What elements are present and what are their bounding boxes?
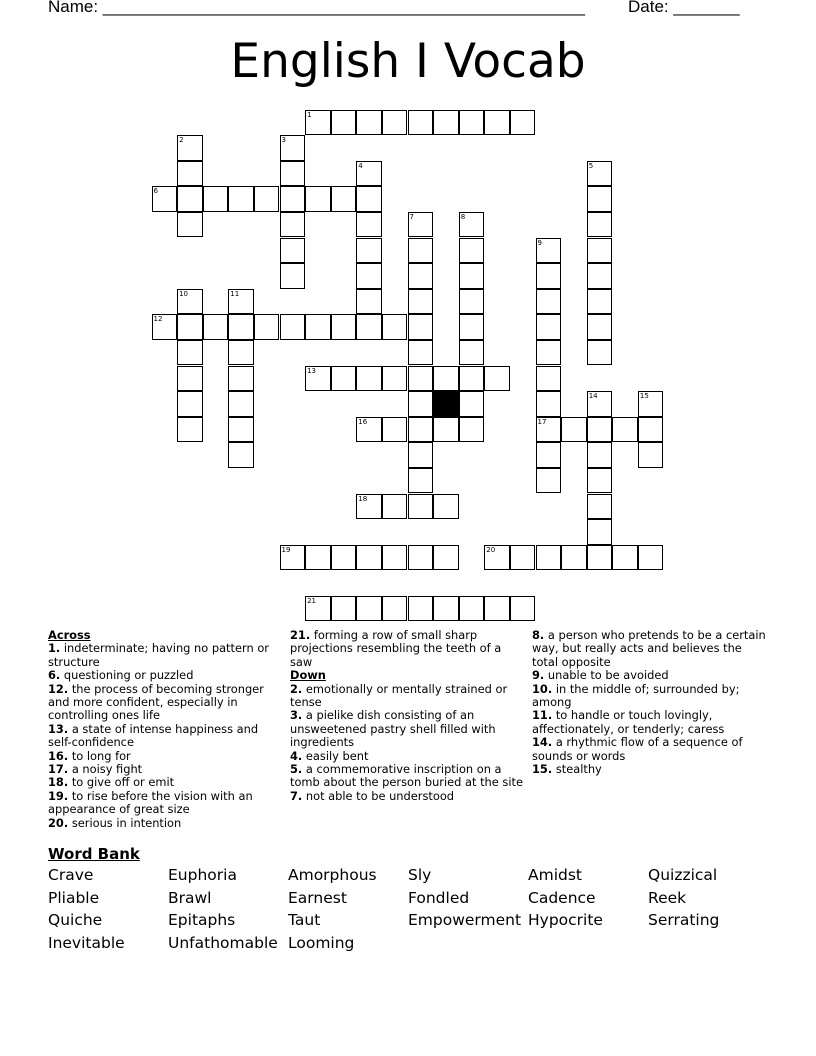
crossword-cell[interactable] xyxy=(331,186,357,212)
crossword-cell[interactable] xyxy=(280,186,306,212)
crossword-cell[interactable] xyxy=(510,596,536,622)
crossword-cell[interactable] xyxy=(203,186,229,212)
crossword-cell[interactable] xyxy=(382,314,408,340)
word-bank-item: Cadence xyxy=(528,888,596,907)
clue-down-15: 15. stealthy xyxy=(532,762,602,777)
crossword-cell[interactable] xyxy=(356,314,382,340)
crossword-cell[interactable] xyxy=(382,110,408,136)
crossword-cell[interactable] xyxy=(356,110,382,136)
crossword-cell[interactable] xyxy=(536,545,562,571)
crossword-cell[interactable] xyxy=(254,186,280,212)
clue-number-label: 4 xyxy=(358,161,363,170)
clue-down-5: 5. a commemorative inscription on a tomb about the person buried at the site xyxy=(290,762,523,790)
clue-down-4: 4. easily bent xyxy=(290,748,369,763)
crossword-cell[interactable] xyxy=(587,494,613,520)
clues-column-2 xyxy=(290,629,526,803)
crossword-cell[interactable] xyxy=(331,110,357,136)
word-bank-item: Looming xyxy=(288,933,355,952)
crossword-cell[interactable] xyxy=(433,545,459,571)
crossword-cell[interactable] xyxy=(459,340,485,366)
clue-across-17: 17. a noisy fight xyxy=(48,762,143,777)
crossword-cell[interactable] xyxy=(356,263,382,289)
crossword-cell[interactable] xyxy=(408,391,434,417)
crossword-cell[interactable] xyxy=(356,186,382,212)
clue-across-12: 12. the process of becoming stronger and more confident, especially in controlling ones life xyxy=(48,681,264,723)
crossword-cell[interactable] xyxy=(587,289,613,315)
word-bank-item: Crave xyxy=(48,866,94,884)
crossword-cell[interactable] xyxy=(331,314,357,340)
clue-number-label: 19 xyxy=(281,545,291,554)
word-bank xyxy=(48,866,768,956)
crossword-cell[interactable] xyxy=(408,596,434,622)
crossword-cell[interactable] xyxy=(228,340,254,366)
crossword-cell[interactable] xyxy=(382,596,408,622)
crossword-cell[interactable] xyxy=(459,263,485,289)
page-title: English I Vocab xyxy=(230,34,586,89)
crossword-cell[interactable] xyxy=(433,110,459,136)
crossword-cell[interactable] xyxy=(408,494,434,520)
crossword-cell[interactable] xyxy=(638,417,664,443)
date-field-label: Date: _______ xyxy=(628,0,740,16)
crossword-cell[interactable] xyxy=(408,442,434,468)
word-bank-item: Inevitable xyxy=(48,933,125,952)
crossword-cell[interactable] xyxy=(587,212,613,238)
word-bank-item: Hypocrite xyxy=(528,911,603,930)
crossword-cell[interactable] xyxy=(228,186,254,212)
crossword-cell[interactable] xyxy=(536,442,562,468)
crossword-cell[interactable] xyxy=(536,366,562,392)
word-bank-item: Serrating xyxy=(648,911,720,930)
crossword-cell[interactable] xyxy=(433,494,459,520)
clue-down-8: 8. a person who pretends to be a certain way, but really acts and believes the total opposite xyxy=(532,628,766,669)
clue-number-label: 8 xyxy=(460,212,466,221)
crossword-cell[interactable] xyxy=(408,340,434,366)
across-heading: Across xyxy=(48,628,91,642)
clue-number-label: 15 xyxy=(639,392,649,401)
crossword-cell[interactable] xyxy=(459,289,485,315)
crossword-cell[interactable] xyxy=(433,366,459,392)
crossword-cell[interactable] xyxy=(408,468,434,494)
crossword-cell[interactable] xyxy=(459,596,485,622)
clue-number-label: 6 xyxy=(153,187,158,196)
word-bank-item: Amidst xyxy=(528,866,583,884)
crossword-cell[interactable] xyxy=(587,340,613,366)
crossword-cell[interactable] xyxy=(433,417,459,443)
clue-across-21: 21. forming a row of small sharp projections resembling the teeth of a saw xyxy=(290,628,502,669)
crossword-cell[interactable] xyxy=(536,263,562,289)
crossword-cell[interactable] xyxy=(177,314,203,340)
crossword-cell[interactable] xyxy=(356,289,382,315)
crossword-cell[interactable] xyxy=(536,314,562,340)
word-bank-item: Sly xyxy=(408,866,432,884)
crossword-cell[interactable] xyxy=(382,545,408,571)
clue-across-20: 20. serious in intention xyxy=(48,815,182,830)
clue-across-13: 13. a state of intense happiness and self-confidence xyxy=(48,721,259,750)
crossword-cell[interactable] xyxy=(228,314,254,340)
crossword-cell[interactable] xyxy=(203,314,229,340)
down-heading: Down xyxy=(290,668,326,683)
crossword-cell[interactable] xyxy=(408,289,434,315)
crossword-cell[interactable] xyxy=(612,545,638,571)
crossword-cell[interactable] xyxy=(331,596,357,622)
crossword-cell[interactable] xyxy=(382,494,408,520)
clue-number-label: 13 xyxy=(307,366,317,375)
clue-number-label: 20 xyxy=(486,545,496,554)
clue-number-label: 18 xyxy=(358,494,368,503)
crossword-cell[interactable] xyxy=(459,366,485,392)
clue-across-19: 19. to rise before the vision with an appearance of great size xyxy=(48,788,253,817)
crossword-cell[interactable] xyxy=(382,417,408,443)
word-bank-item: Euphoria xyxy=(168,866,237,884)
crossword-cell[interactable] xyxy=(638,442,664,468)
crossword-cell[interactable] xyxy=(254,314,280,340)
clue-number-label: 2 xyxy=(179,136,184,145)
crossword-cell[interactable] xyxy=(408,366,434,392)
crossword-cell[interactable] xyxy=(587,468,613,494)
crossword-cell[interactable] xyxy=(408,314,434,340)
crossword-cell[interactable] xyxy=(280,314,306,340)
crossword-cell[interactable] xyxy=(305,545,331,571)
word-bank-item: Epitaphs xyxy=(168,911,236,930)
crossword-cell[interactable] xyxy=(177,186,203,212)
crossword-cell[interactable] xyxy=(536,468,562,494)
crossword-cell[interactable] xyxy=(510,545,536,571)
crossword-cell[interactable] xyxy=(638,545,664,571)
crossword-cell[interactable] xyxy=(459,238,485,264)
crossword-cell[interactable] xyxy=(331,545,357,571)
crossword-cell[interactable] xyxy=(408,263,434,289)
crossword-cell[interactable] xyxy=(536,289,562,315)
crossword-cell[interactable] xyxy=(459,417,485,443)
word-bank-item: Taut xyxy=(288,911,321,930)
crossword-cell[interactable] xyxy=(280,238,306,264)
clue-number-label: 9 xyxy=(537,238,542,247)
crossword-cell[interactable] xyxy=(587,519,613,545)
crossword-cell[interactable] xyxy=(536,340,562,366)
crossword-cell[interactable] xyxy=(587,442,613,468)
clues-column-3 xyxy=(532,629,768,776)
word-bank-item: Unfathomable xyxy=(168,933,278,952)
crossword-cell[interactable] xyxy=(510,110,536,136)
crossword-cell[interactable] xyxy=(587,314,613,340)
crossword-cell[interactable] xyxy=(356,366,382,392)
crossword-cell[interactable] xyxy=(177,366,203,392)
crossword-cell[interactable] xyxy=(587,545,613,571)
crossword-cell[interactable] xyxy=(408,110,434,136)
crossword-cell[interactable] xyxy=(177,212,203,238)
clue-across-16: 16. to long for xyxy=(48,748,131,763)
clue-down-10: 10. in the middle of; surrounded by; among xyxy=(532,681,740,710)
crossword-cell[interactable] xyxy=(382,366,408,392)
crossword-cell[interactable] xyxy=(433,596,459,622)
crossword-cell[interactable] xyxy=(612,417,638,443)
crossword-cell[interactable] xyxy=(177,340,203,366)
crossword-cell[interactable] xyxy=(484,110,510,136)
crossword-cell[interactable] xyxy=(459,314,485,340)
clue-across-18: 18. to give off or emit xyxy=(48,775,175,790)
crossword-cell[interactable] xyxy=(356,238,382,264)
clue-number-label: 10 xyxy=(179,289,189,298)
clue-down-7: 7. not able to be understood xyxy=(290,788,455,803)
clues-column-1 xyxy=(48,629,278,830)
crossword-cell[interactable] xyxy=(305,186,331,212)
crossword-cell[interactable] xyxy=(177,417,203,443)
clue-number-label: 11 xyxy=(230,289,240,298)
word-bank-title: Word Bank xyxy=(48,845,140,863)
clue-number-label: 1 xyxy=(307,110,312,119)
crossword-cell[interactable] xyxy=(356,596,382,622)
clue-number-label: 17 xyxy=(537,417,547,426)
clue-down-14: 14. a rhythmic flow of a sequence of sounds or words xyxy=(532,735,743,763)
crossword-cell[interactable] xyxy=(228,391,254,417)
crossword-cell[interactable] xyxy=(228,442,254,468)
crossword-cell[interactable] xyxy=(177,161,203,187)
word-bank-item: Fondled xyxy=(408,888,470,907)
crossword-black-cell xyxy=(433,391,459,417)
clue-number-label: 5 xyxy=(588,161,594,170)
crossword-cell[interactable] xyxy=(356,545,382,571)
clue-down-3: 3. a pielike dish consisting of an unsweetened pastry shell filled with ingredients xyxy=(290,708,496,750)
crossword-cell[interactable] xyxy=(587,238,613,264)
crossword-cell[interactable] xyxy=(587,417,613,443)
word-bank-item: Reek xyxy=(648,888,687,907)
crossword-cell[interactable] xyxy=(459,110,485,136)
crossword-cell[interactable] xyxy=(408,417,434,443)
crossword-cell[interactable] xyxy=(561,417,587,443)
crossword-cell[interactable] xyxy=(459,391,485,417)
crossword-cell[interactable] xyxy=(561,545,587,571)
word-bank-item: Amorphous xyxy=(288,866,377,884)
crossword-cell[interactable] xyxy=(331,366,357,392)
crossword-cell[interactable] xyxy=(587,186,613,212)
word-bank-item: Brawl xyxy=(168,888,212,907)
name-field-label: Name: ___________________________________________________ xyxy=(48,0,585,16)
word-bank-item: Empowerment xyxy=(408,911,522,930)
crossword-cell[interactable] xyxy=(177,391,203,417)
crossword-cell[interactable] xyxy=(228,417,254,443)
clue-down-11: 11. to handle or touch lovingly, affectionately, or tenderly; caress xyxy=(532,708,725,736)
crossword-cell[interactable] xyxy=(280,212,306,238)
word-bank-item: Pliable xyxy=(48,888,100,907)
word-bank-item: Quizzical xyxy=(648,866,718,884)
crossword-cell[interactable] xyxy=(484,366,510,392)
crossword-cell[interactable] xyxy=(228,366,254,392)
word-bank-item: Earnest xyxy=(288,888,347,907)
clue-number-label: 12 xyxy=(153,315,163,324)
clue-number-label: 14 xyxy=(588,392,598,401)
crossword-cell[interactable] xyxy=(408,238,434,264)
clue-number-label: 3 xyxy=(281,136,286,145)
clue-across-1: 1. indeterminate; having no pattern or structure xyxy=(48,641,269,669)
clue-number-label: 21 xyxy=(307,596,317,605)
clue-down-2: 2. emotionally or mentally strained or tense xyxy=(290,681,508,710)
crossword-cell[interactable] xyxy=(305,314,331,340)
crossword-cell[interactable] xyxy=(587,263,613,289)
clue-number-label: 7 xyxy=(409,212,414,221)
crossword-cell[interactable] xyxy=(356,212,382,238)
clue-down-9: 9. unable to be avoided xyxy=(532,668,669,683)
clue-number-label: 16 xyxy=(358,417,368,426)
clue-across-6: 6. questioning or puzzled xyxy=(48,668,194,683)
crossword-cell[interactable] xyxy=(536,391,562,417)
crossword-cell[interactable] xyxy=(408,545,434,571)
crossword-cell[interactable] xyxy=(280,263,306,289)
crossword-cell[interactable] xyxy=(280,161,306,187)
word-bank-item: Quiche xyxy=(48,911,103,930)
crossword-cell[interactable] xyxy=(484,596,510,622)
